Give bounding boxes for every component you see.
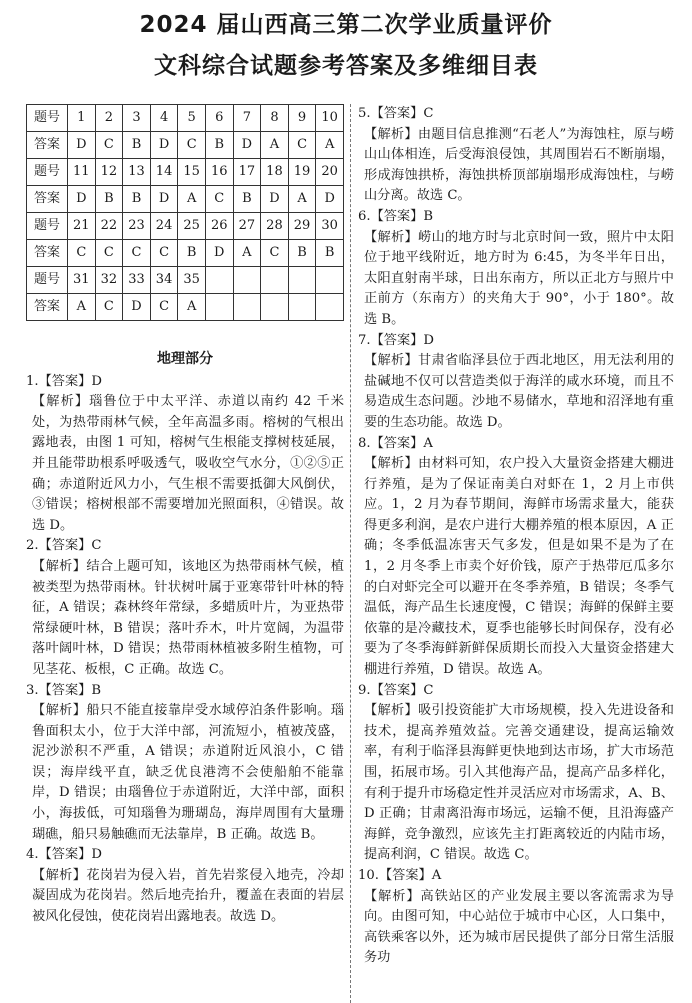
table-cell: C bbox=[178, 132, 206, 159]
explanation-text: 【解析】花岗岩为侵入岩，首先岩浆侵入地壳，冷却凝固成为花岗岩。然后地壳抬升，覆盖在表面的岩层被风化侵蚀，使花岗岩出露地表。故选 D。 bbox=[32, 867, 344, 925]
table-cell: A bbox=[261, 132, 289, 159]
table-cell: 17 bbox=[233, 159, 261, 186]
table-cell: A bbox=[233, 240, 261, 267]
question-item bbox=[26, 536, 344, 680]
answer-label: 【答案】A bbox=[370, 435, 433, 451]
row-label: 答案 bbox=[27, 294, 68, 321]
table-cell: 20 bbox=[316, 159, 344, 186]
table-cell: C bbox=[261, 240, 289, 267]
table-cell: 30 bbox=[316, 213, 344, 240]
explanation-text: 【解析】由材料可知，农户投入大量资金搭建大棚进行养殖，是为了保证南美白对虾在 1，2 月上市供应。1，2 月为春节期间，海鲜市场需求量大，能获得更多利润，是农户进行大棚养殖的根本原因，A 正确；冬季低温冻害天气多发，但是如果不是为了在 1，2 月冬季上市卖个好价钱，原产于热带厄瓜多尔的白对虾完全可以避开在冬季养殖，B 错误；冬季气温低，海产品生长速度慢，C 错误；海鲜的保鲜主要依靠的是冷藏技术，夏季也能够长时间保存，没有必要为了冬季海鲜新鲜保质期长而投入大量资金搭建大棚进行养殖，D 错误。故选 A。 bbox=[364, 456, 674, 678]
question-item bbox=[26, 372, 344, 537]
table-cell: C bbox=[95, 132, 123, 159]
table-cell: 19 bbox=[288, 159, 316, 186]
table-cell: 25 bbox=[178, 213, 206, 240]
question-number: 7. bbox=[358, 332, 371, 348]
question-item bbox=[358, 866, 674, 969]
answer-label: 【答案】D bbox=[38, 373, 102, 389]
question-number: 3. bbox=[26, 682, 39, 698]
table-cell: D bbox=[150, 132, 178, 159]
answer-label: 【答案】B bbox=[370, 208, 434, 224]
left-question-list bbox=[26, 372, 344, 928]
answer-line bbox=[358, 866, 674, 887]
table-cell: 18 bbox=[261, 159, 289, 186]
table-cell bbox=[288, 294, 316, 321]
table-row bbox=[27, 186, 344, 213]
table-row bbox=[27, 294, 344, 321]
answer-label: 【答案】D bbox=[370, 332, 434, 348]
row-label: 题号 bbox=[27, 267, 68, 294]
table-cell: 1 bbox=[68, 105, 96, 132]
right-question-list bbox=[358, 104, 674, 969]
right-column bbox=[358, 104, 674, 969]
answer-line bbox=[358, 681, 674, 702]
answer-line bbox=[26, 845, 344, 866]
row-label: 题号 bbox=[27, 105, 68, 132]
answer-line bbox=[26, 681, 344, 702]
table-cell: B bbox=[123, 132, 151, 159]
row-label: 答案 bbox=[27, 186, 68, 213]
answer-table bbox=[26, 104, 344, 321]
explanation-text: 【解析】结合上题可知，该地区为热带雨林气候，植被类型为热带雨林。针状树叶属于亚寒带针叶林的特征，A 错误；森林终年常绿，多蜡质叶片，为亚热带常绿硬叶林，B 错误；落叶乔木，叶片宽阔，为温带落叶阔叶林，D 错误；热带雨林植被多附生植物，可见茎花、板根，C 正确。故选 C。 bbox=[32, 558, 344, 677]
table-cell: 26 bbox=[205, 213, 233, 240]
row-label: 题号 bbox=[27, 159, 68, 186]
question-number: 10. bbox=[358, 867, 379, 883]
table-cell: 31 bbox=[68, 267, 96, 294]
table-cell: 29 bbox=[288, 213, 316, 240]
table-cell bbox=[288, 267, 316, 294]
explanation-text: 【解析】崂山的地方时与北京时间一致，照片中太阳位于地平线附近，地方时为 6:45，为冬半年日出，太阳直射南半球，日出东南方，所以正北方与照片中正前方（东南方）的夹角大于 90°，小于 180°。故选 B。 bbox=[364, 229, 674, 327]
question-item bbox=[358, 207, 674, 331]
question-item bbox=[26, 681, 344, 846]
question-item bbox=[358, 681, 674, 866]
table-cell: D bbox=[150, 186, 178, 213]
table-cell: 15 bbox=[178, 159, 206, 186]
table-cell: 21 bbox=[68, 213, 96, 240]
table-cell: 2 bbox=[95, 105, 123, 132]
table-cell: B bbox=[95, 186, 123, 213]
table-cell bbox=[316, 267, 344, 294]
answer-label: 【答案】A bbox=[378, 867, 442, 883]
table-cell: D bbox=[68, 132, 96, 159]
table-cell: D bbox=[316, 186, 344, 213]
table-cell: 7 bbox=[233, 105, 261, 132]
table-row bbox=[27, 213, 344, 240]
question-number: 6. bbox=[358, 208, 371, 224]
answer-line bbox=[358, 104, 674, 125]
explanation-text: 【解析】瑙鲁位于中太平洋、赤道以南约 42 千米处，为热带雨林气候，全年高温多雨。榕树的气根出露地表，由图 1 可知，榕树气生根能支撑树枝延展，并且能带助根系呼吸透气，吸收空气水分，①②⑤正确；赤道附近风力小，气生根不需要抵御大风倒伏，③错误；榕树根部不需要增加光照面积，④错误。故选 D。 bbox=[32, 394, 344, 533]
explanation-text: 【解析】甘肃省临泽县位于西北地区，用无法利用的盐碱地不仅可以营造类似于海洋的咸水环境，而且不易造成生态问题。沙地不易储水，草地和沼泽地有重要的生态功能。故选 D。 bbox=[364, 353, 674, 430]
table-cell: C bbox=[68, 240, 96, 267]
table-cell: D bbox=[205, 240, 233, 267]
table-cell: 34 bbox=[150, 267, 178, 294]
table-cell: 9 bbox=[288, 105, 316, 132]
table-cell: 4 bbox=[150, 105, 178, 132]
explanation-text: 【解析】高铁站区的产业发展主要以客流需求为导向。由图可知，中心站位于城市中心区，人口集中，高铁乘客以外，还为城市居民提供了部分日常生活服务功 bbox=[364, 888, 674, 966]
section-title: 地理部分 bbox=[157, 351, 213, 367]
table-cell bbox=[205, 267, 233, 294]
table-cell: 28 bbox=[261, 213, 289, 240]
table-cell: B bbox=[178, 240, 206, 267]
table-cell: 33 bbox=[123, 267, 151, 294]
answer-line bbox=[358, 434, 674, 455]
table-cell: B bbox=[288, 240, 316, 267]
question-item bbox=[358, 104, 674, 207]
question-item bbox=[358, 434, 674, 681]
table-cell: D bbox=[261, 186, 289, 213]
table-cell: C bbox=[205, 186, 233, 213]
table-cell: C bbox=[95, 294, 123, 321]
table-cell: 14 bbox=[150, 159, 178, 186]
answer-label: 【答案】D bbox=[38, 847, 102, 863]
question-number: 8. bbox=[358, 435, 371, 451]
table-cell: C bbox=[95, 240, 123, 267]
table-row bbox=[27, 105, 344, 132]
table-cell: 8 bbox=[261, 105, 289, 132]
table-cell: 5 bbox=[178, 105, 206, 132]
table-row bbox=[27, 159, 344, 186]
document-subtitle: 文科综合试题参考答案及多维细目表 bbox=[154, 53, 538, 79]
table-cell: 24 bbox=[150, 213, 178, 240]
table-cell: 35 bbox=[178, 267, 206, 294]
table-cell bbox=[233, 294, 261, 321]
table-row bbox=[27, 132, 344, 159]
explanation-text: 【解析】船只不能直接靠岸受水域停泊条件影响。瑙鲁面积太小，位于大洋中部，河流短小，植被茂盛，泥沙淤积不严重，A 错误；赤道附近风浪小，C 错误；海岸线平直，缺乏优良港湾不会使船舶不能靠岸，D 错误；由瑙鲁位于赤道附近，大洋中部，面积小，海拔低，可知瑙鲁为珊瑚岛，海岸周围有大量珊瑚礁，船只易触礁而无法靠岸，B 正确。故选 B。 bbox=[32, 703, 344, 842]
table-cell: A bbox=[178, 294, 206, 321]
column-divider bbox=[350, 104, 351, 1003]
answer-line bbox=[358, 207, 674, 228]
row-label: 答案 bbox=[27, 240, 68, 267]
table-cell bbox=[261, 267, 289, 294]
explanation-text: 【解析】由题目信息推测“石老人”为海蚀柱，原与崂山山体相连，后受海浪侵蚀，其周围岩石不断崩塌，形成海蚀拱桥，海蚀拱桥顶部崩塌形成海蚀柱，与崂山分离。故选 C。 bbox=[364, 126, 674, 204]
row-label: 答案 bbox=[27, 132, 68, 159]
table-cell: A bbox=[68, 294, 96, 321]
question-item bbox=[358, 331, 674, 434]
table-cell: B bbox=[123, 186, 151, 213]
table-cell: C bbox=[150, 240, 178, 267]
answer-label: 【答案】C bbox=[370, 106, 434, 121]
table-cell: B bbox=[205, 132, 233, 159]
answer-label: 【答案】B bbox=[38, 682, 102, 698]
question-number: 2. bbox=[26, 538, 39, 554]
table-cell: D bbox=[123, 294, 151, 321]
table-cell: 27 bbox=[233, 213, 261, 240]
table-cell bbox=[316, 294, 344, 321]
table-cell: 22 bbox=[95, 213, 123, 240]
row-label: 题号 bbox=[27, 213, 68, 240]
left-column bbox=[26, 104, 344, 928]
answer-label: 【答案】C bbox=[38, 538, 102, 554]
table-cell: C bbox=[123, 240, 151, 267]
table-cell: 3 bbox=[123, 105, 151, 132]
table-cell: 6 bbox=[205, 105, 233, 132]
table-cell: C bbox=[150, 294, 178, 321]
question-number: 1. bbox=[26, 373, 39, 389]
explanation-text: 【解析】吸引投资能扩大市场规模，投入先进设备和技术，提高养殖效益。完善交通建设，提高运输效率，有利于临泽县海鲜更快地到达市场，扩大市场范围，拓展市场。引入其他海产品，提高产品多样化，有利于提升市场稳定性并灵活应对市场需求，A、B、D 正确；甘肃离沿海市场远，运输不便，且沿海盛产海鲜，竞争激烈，应该先主打距离较近的内陆市场，提高利润，C 错误。故选 C。 bbox=[364, 703, 674, 863]
question-number: 4. bbox=[26, 847, 39, 863]
table-cell: 32 bbox=[95, 267, 123, 294]
answer-line bbox=[26, 372, 344, 393]
table-cell: B bbox=[316, 240, 344, 267]
document-title: 2024 届山西高三第二次学业质量评价 bbox=[139, 12, 553, 38]
question-number: 9. bbox=[358, 682, 371, 698]
table-cell: 23 bbox=[123, 213, 151, 240]
table-cell: 13 bbox=[123, 159, 151, 186]
answer-label: 【答案】C bbox=[370, 682, 434, 698]
table-cell: A bbox=[316, 132, 344, 159]
table-row bbox=[27, 240, 344, 267]
table-cell: 12 bbox=[95, 159, 123, 186]
table-cell: D bbox=[233, 132, 261, 159]
answer-line bbox=[26, 536, 344, 557]
question-item bbox=[26, 845, 344, 927]
table-cell bbox=[233, 267, 261, 294]
table-cell: 16 bbox=[205, 159, 233, 186]
table-cell: A bbox=[288, 186, 316, 213]
question-number: 5. bbox=[358, 106, 371, 121]
table-cell: 11 bbox=[68, 159, 96, 186]
table-cell bbox=[205, 294, 233, 321]
table-cell bbox=[261, 294, 289, 321]
answer-line bbox=[358, 331, 674, 352]
table-row bbox=[27, 267, 344, 294]
table-cell: C bbox=[288, 132, 316, 159]
table-cell: A bbox=[178, 186, 206, 213]
table-cell: D bbox=[68, 186, 96, 213]
table-cell: 10 bbox=[316, 105, 344, 132]
table-cell: B bbox=[233, 186, 261, 213]
